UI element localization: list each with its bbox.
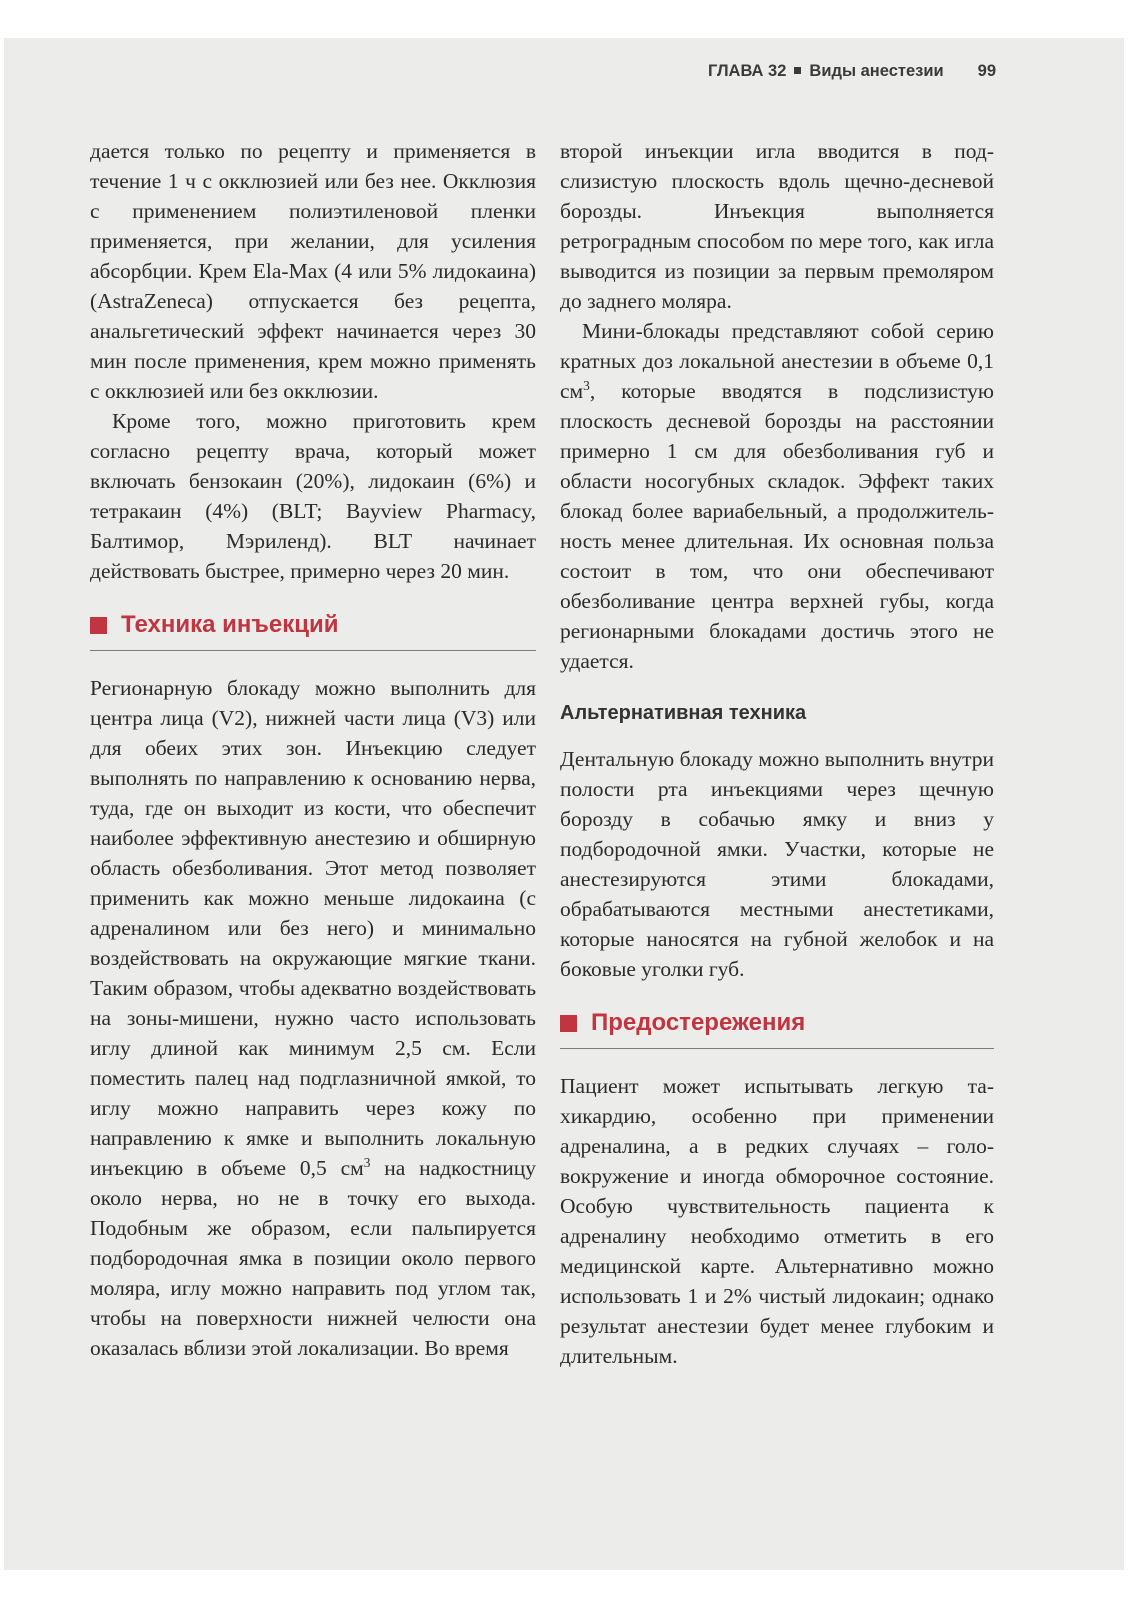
red-square-icon bbox=[560, 1015, 577, 1032]
paragraph bbox=[90, 673, 536, 1363]
red-square-icon bbox=[90, 617, 107, 634]
paragraph: Кроме того, можно приготовить крем согласно рецепту врача, который может включать бензокаин (20%), лидокаин (6%) и тетракаин (4%) (BLT; Bayview Pharmacy, Балтимор, Мэриленд). BLT начинает действовать быстрее, примерно через 20 мин. bbox=[90, 409, 536, 583]
paragraph bbox=[560, 316, 994, 676]
superscript: 3 bbox=[583, 377, 590, 393]
section-heading-precautions bbox=[560, 1008, 994, 1049]
text-run: Регионарную блокаду можно выполнить для центра лица (V2), нижней части лица (V3) или для обеих этих зон. Инъекцию следует выполнять по направлению к основанию нерва, туда, где он выходит из кости, что обеспечит наиболее эффективную анестезию и обширную область обезболивания. Этот метод позволяет применить как можно меньше лидокаина (с адреналином или без него) и минимально воздействовать на окружающие мягкие ткани. Таким образом, чтобы адекватно воздействовать на зоны-мишени, нужно часто использовать иглу длиной как минимум 2,5 см. Если поместить палец над подглазничной ямкой, то иглу можно направить через кожу по направлению к ямке и выполнить локальную инъекцию в объеме 0,5 см bbox=[90, 676, 536, 1180]
superscript: 3 bbox=[363, 1154, 371, 1170]
text-run: , которые вводятся в подслизистую плоскость десневой борозды на расстоянии примерно 1 см для обезболивания губ и области носогубных складок. Эффект таких блокад более вариабельный, а продолжительность менее длительная. Их основная польза состоит в том, что они обеспечивают обезболивание центра верхней губы, когда регионарными блокадами достичь этого не удается. bbox=[560, 379, 994, 673]
text-run: на надкостницу около нерва, но не в точку его выхода. Подобным же образом, если пальпируется подбородочная ямка в позиции около первого моляра, иглу можно направить под углом так, чтобы на поверхности нижней челюсти она оказалась вблизи этой локализации. Во время bbox=[90, 1156, 536, 1360]
paragraph: дается только по рецепту и применяется в течение 1 ч с окклюзией или без нее. Окклюзия с применением полиэтиленовой пленки применяется, при желании, для усиления абсорбции. Крем Ela-Max (4 или 5% лидокаина) (AstraZeneca) отпускается без рецепта, анальгетический эффект начинается через 30 мин после применения, крем можно применять с окклюзией или без окклюзии. bbox=[90, 139, 536, 403]
book-page bbox=[4, 38, 1124, 1570]
running-head bbox=[708, 62, 996, 81]
right-column bbox=[560, 136, 994, 1371]
section-title: Техника инъекций bbox=[121, 611, 339, 638]
section-heading-injection-technique bbox=[90, 610, 536, 651]
subsection-heading-alternative-technique: Альтернативная техника bbox=[560, 702, 807, 724]
page-number: 99 bbox=[977, 62, 996, 80]
chapter-title: Виды анестезии bbox=[809, 62, 944, 80]
chapter-number: ГЛАВА 32 bbox=[708, 62, 787, 80]
text-run: Мини-блокады представляют собой серию кратных доз локальной анестезии в объеме 0,1 см bbox=[560, 319, 994, 403]
paragraph: Пациент может испытывать легкую тахикардию, особенно при применении адреналина, а в редких случаях – головокружение и иногда обморочное состояние. Особую чувствительность пациента к адреналину необходимо отметить в его медицинской карте. Альтернативно можно использовать 1 и 2% чистый лидокаин; однако результат анестезии будет менее глубоким и длительным. bbox=[560, 1074, 994, 1368]
section-title: Предостережения bbox=[591, 1009, 806, 1036]
paragraph: второй инъекции игла вводится в подслизистую плоскость вдоль щечно-десневой борозды. Инъекция выполняется ретроградным способом по мере того, как игла выводится из позиции за первым премоляром до заднего моляра. bbox=[560, 139, 994, 313]
square-bullet-icon bbox=[794, 67, 801, 74]
left-column bbox=[90, 136, 536, 1363]
paragraph: Дентальную блокаду можно выполнить внутри полости рта инъекциями через щечную борозду в собачью ямку и вниз у подбородочной ямки. Участки, которые не анестезируются этими блокадами, обрабатываются местными анестетиками, которые наносятся на губной желобок и на боковые уголки губ. bbox=[560, 747, 994, 981]
